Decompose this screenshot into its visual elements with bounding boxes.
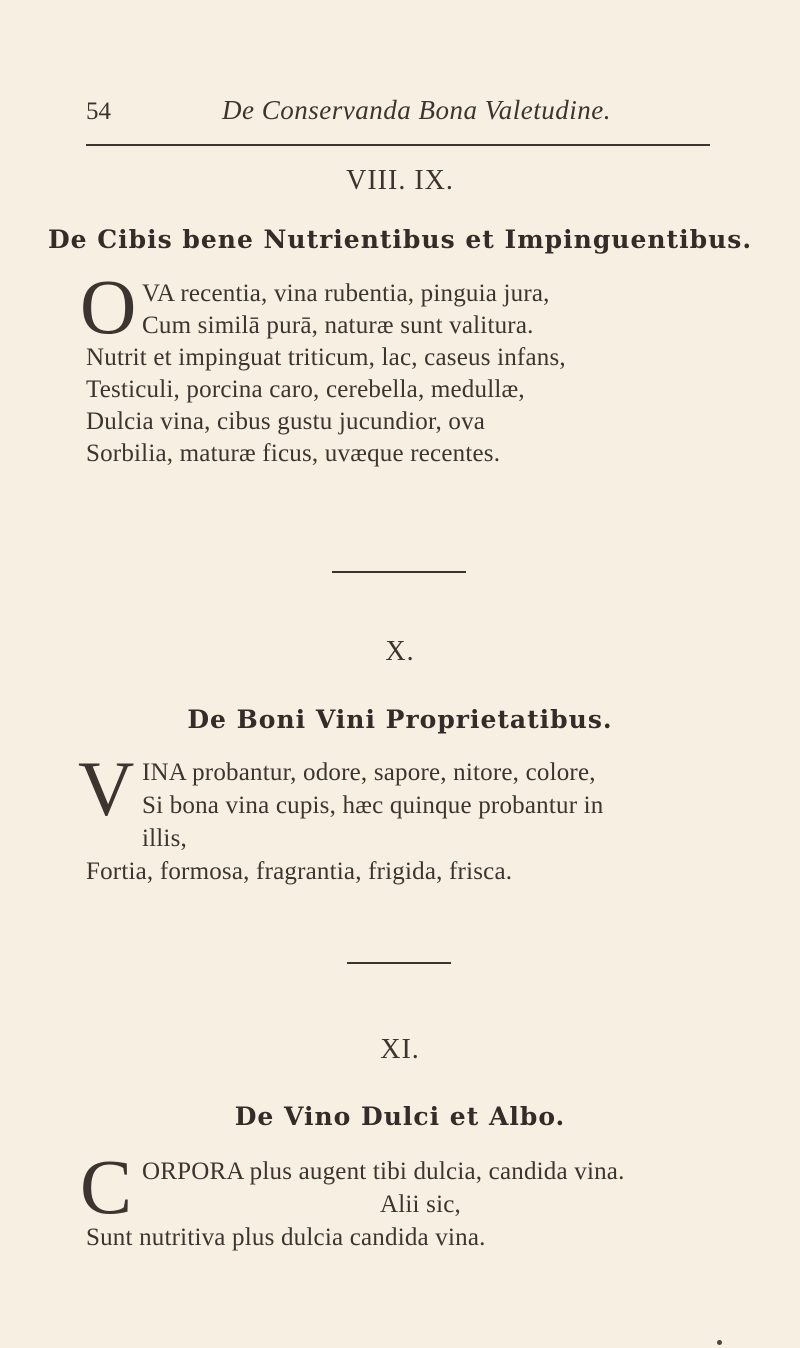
drop-cap: C bbox=[80, 1143, 133, 1230]
drop-cap: O bbox=[80, 263, 137, 350]
section-divider bbox=[347, 962, 451, 964]
verse-line: ORPORA plus augent tibi dulcia, candida vina. bbox=[142, 1158, 625, 1185]
verse-line: VA recentia, vina rubentia, pinguia jura, bbox=[142, 280, 550, 307]
section-number: X. bbox=[385, 636, 415, 667]
verse-line: Sorbilia, maturæ ficus, uvæque recentes. bbox=[86, 440, 501, 467]
verse-line: Alii sic, bbox=[380, 1191, 461, 1218]
verse-line: illis, bbox=[142, 825, 187, 852]
verse-line: Testiculi, porcina caro, cerebella, medullæ, bbox=[86, 376, 525, 403]
section-number: XI. bbox=[380, 1034, 420, 1065]
verse-line: Dulcia vina, cibus gustu jucundior, ova bbox=[86, 408, 486, 435]
ink-speck bbox=[717, 1340, 722, 1345]
verse-line: INA probantur, odore, sapore, nitore, colore, bbox=[142, 759, 596, 786]
verse-line: Sunt nutritiva plus dulcia candida vina. bbox=[86, 1224, 486, 1251]
header-rule bbox=[86, 144, 710, 146]
verse-line: Cum similā purā, naturæ sunt valitura. bbox=[142, 312, 534, 339]
verse-line: Nutrit et impinguat triticum, lac, caseus infans, bbox=[86, 344, 566, 371]
section-number: VIII. IX. bbox=[346, 165, 454, 196]
page-number: 54 bbox=[86, 98, 111, 125]
verse-line: Fortia, formosa, fragrantia, frigida, frisca. bbox=[86, 858, 513, 885]
verse-line: Si bona vina cupis, hæc quinque probantur in bbox=[142, 792, 604, 819]
section-divider bbox=[332, 571, 466, 573]
section-title: De Cibis bene Nutrientibus et Impinguentibus. bbox=[47, 225, 753, 254]
section-title: De Boni Vini Proprietatibus. bbox=[187, 705, 613, 734]
drop-cap: V bbox=[78, 745, 135, 832]
section-title: De Vino Dulci et Albo. bbox=[234, 1102, 566, 1131]
running-title: De Conservanda Bona Valetudine. bbox=[222, 95, 611, 125]
